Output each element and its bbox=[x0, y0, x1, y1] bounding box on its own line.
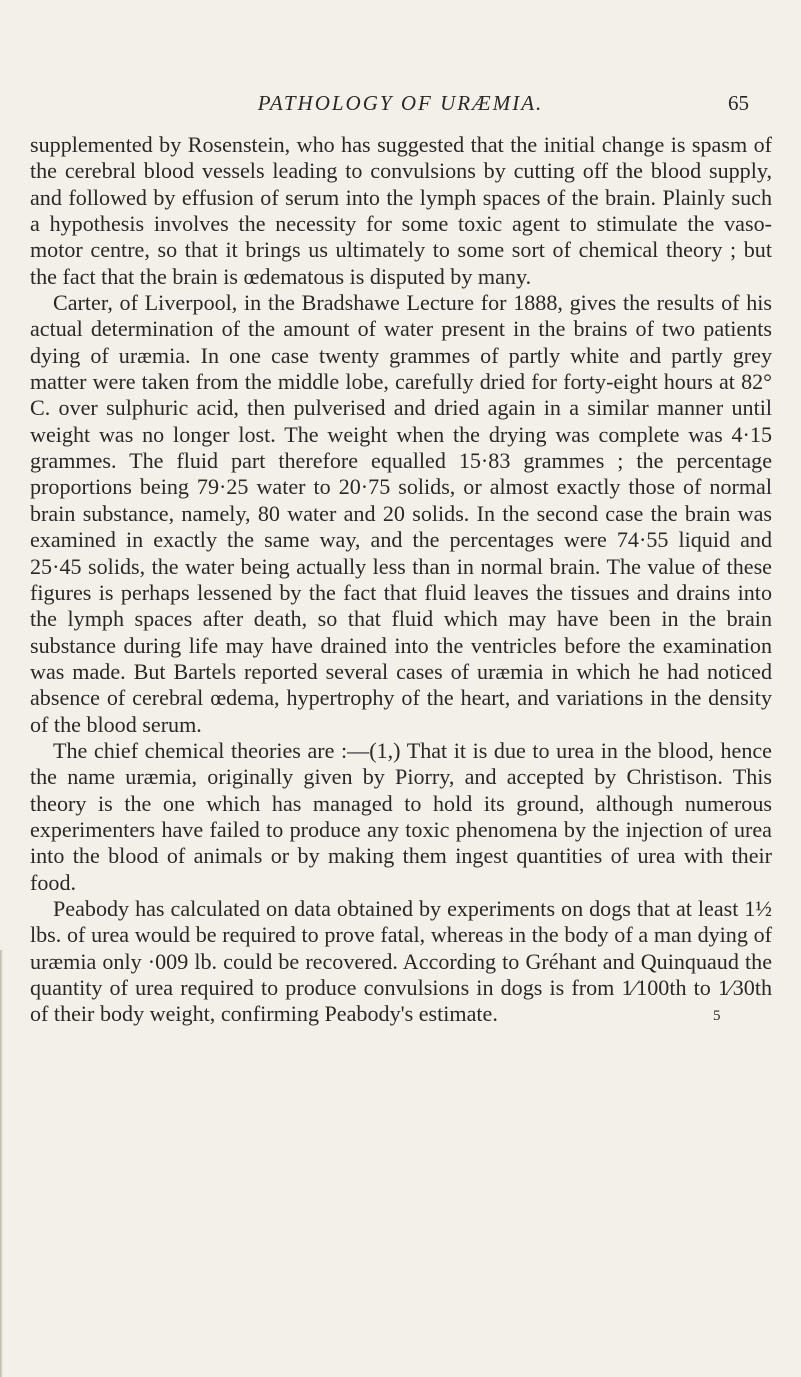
binding-shadow bbox=[0, 950, 3, 1377]
page-header bbox=[0, 91, 801, 121]
paragraph: The chief chemical theories are :—(1,) That it is due to urea in the blood, hence the name uræmia, originally given by Piorry, and accepted by Christison. This theory is the one which has managed to hold its ground, although numerous experimenters have failed to produce any toxic phenomena by the injection of urea into the blood of animals or by making them ingest quantities of urea with their food. bbox=[30, 737, 772, 895]
body-text bbox=[30, 132, 772, 1028]
paragraph: Peabody has calculated on data obtained by experiments on dogs that at least 1½ lbs. of urea would be required to prove fatal, whereas in the body of a man dying of uræmia only ·009 lb. could be recovered. According to Gréhant and Quinquaud the quantity of urea required to produce convulsions in dogs is from 1⁄100th to 1⁄30th of their body weight, confirming Peabody's estimate. bbox=[30, 895, 772, 1027]
running-head: PATHOLOGY OF URÆMIA. bbox=[257, 91, 544, 115]
signature-mark: 5 bbox=[713, 1008, 721, 1024]
page-number: 65 bbox=[728, 91, 749, 115]
paragraph: supplemented by Rosenstein, who has suggested that the initial change is spasm of the cerebral blood vessels leading to convulsions by cutting off the blood supply, and followed by effusion of serum into the lymph spaces of the brain. Plainly such a hypothesis involves the necessity for some toxic agent to stimulate the vaso-motor centre, so that it brings us ultimately to some sort of chemical theory ; but the fact that the brain is œdematous is disputed by many. bbox=[30, 132, 772, 289]
paragraph: Carter, of Liverpool, in the Bradshawe Lecture for 1888, gives the results of his actual determination of the amount of water present in the brains of two patients dying of uræmia. In one case twenty grammes of partly white and partly grey matter were taken from the middle lobe, carefully dried for forty-eight hours at 82° C. over sulphuric acid, then pulverised and dried again in a similar manner until weight was no longer lost. The weight when the drying was complete was 4·15 grammes. The fluid part therefore equalled 15·83 grammes ; the percentage proportions being 79·25 water to 20·75 solids, or almost exactly those of normal brain substance, namely, 80 water and 20 solids. In the second case the brain was examined in exactly the same way, and the percentages were 74·55 liquid and 25·45 solids, the water being actually less than in normal brain. The value of these figures is perhaps lessened by the fact that fluid leaves the tissues and drains into the lymph spaces after death, so that fluid which may have been in the brain substance during life may have drained into the ventricles before the examination was made. But Bartels reported several cases of uræmia in which he had noticed absence of cerebral œdema, hypertrophy of the heart, and variations in the density of the blood serum. bbox=[30, 290, 772, 737]
